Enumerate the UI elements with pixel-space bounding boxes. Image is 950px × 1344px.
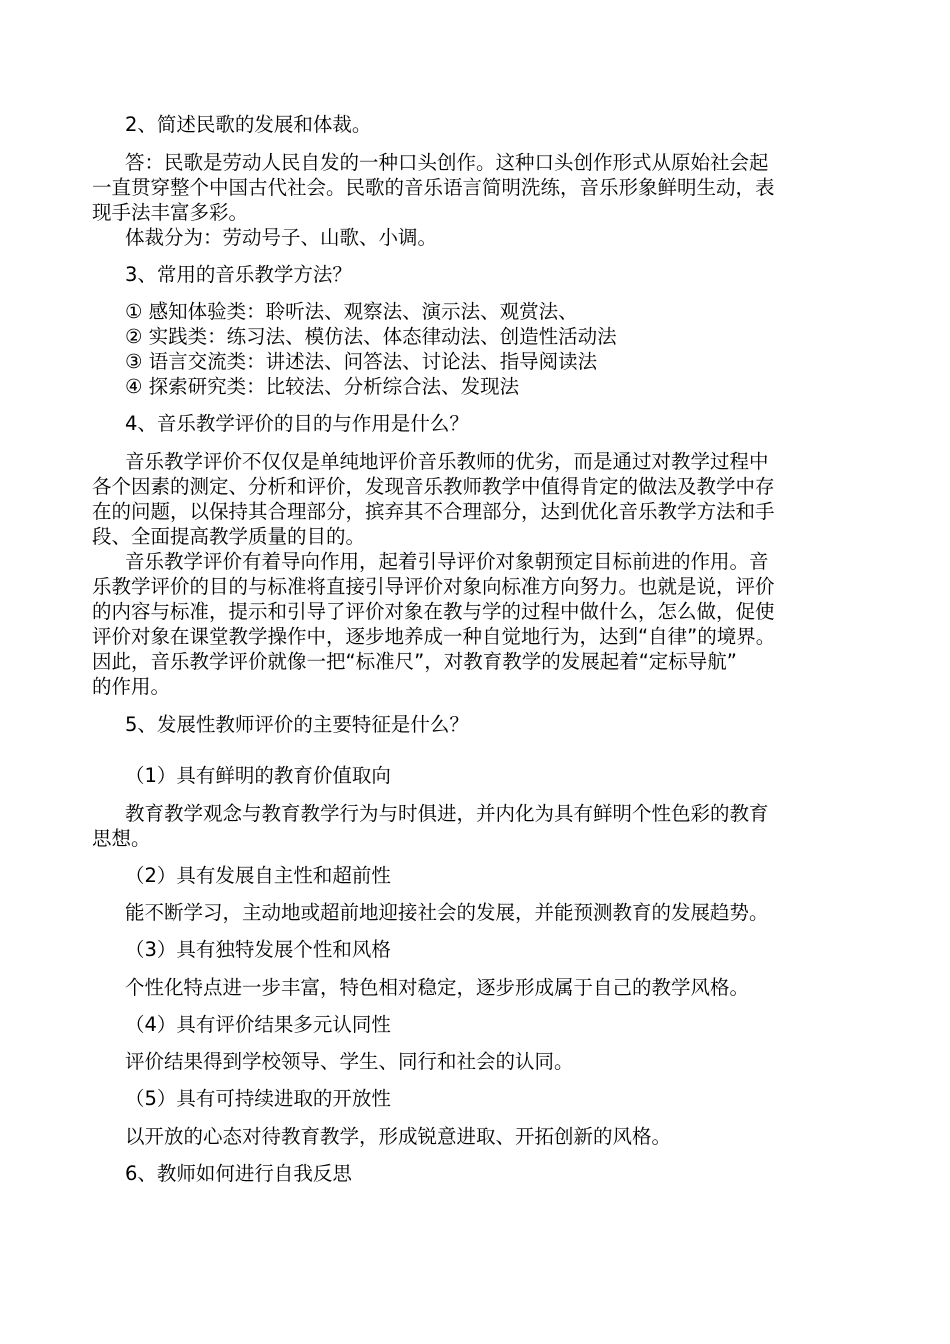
q4-paragraph-line: 音乐教学评价不仅仅是单纯地评价音乐教师的优劣，而是通过对教学过程中 [125,450,769,473]
q5-point-heading: （4）具有评价结果多元认同性 [125,1013,391,1036]
q5-title: 5、发展性教师评价的主要特征是什么？ [125,713,469,736]
q6-title: 6、教师如何进行自我反思 [125,1162,352,1185]
q2-answer-line: 现手法丰富多彩。 [92,201,249,224]
q5-point-heading: （5）具有可持续进取的开放性 [125,1087,391,1110]
q4-paragraph-line: 在的问题，以保持其合理部分，摈弃其不合理部分，达到优化音乐教学方法和手 [92,500,775,523]
q5-point-body: 教育教学观念与教育教学行为与时俱进，并内化为具有鲜明个性色彩的教育 [125,802,769,825]
q5-point-body: 思想。 [92,827,151,850]
q3-item: ④ 探索研究类：比较法、分析综合法、发现法 [125,375,520,398]
q4-paragraph-line: 段、全面提高教学质量的目的。 [92,525,366,548]
q5-point-body: 能不断学习，主动地或超前地迎接社会的发展，并能预测教育的发展趋势。 [125,901,769,924]
q5-point-body: 评价结果得到学校领导、学生、同行和社会的认同。 [125,1050,574,1073]
q2-answer-line: 答：民歌是劳动人民自发的一种口头创作。这种口头创作形式从原始社会起 [125,151,769,174]
q3-title: 3、常用的音乐教学方法？ [125,263,352,286]
q2-answer-line: 一直贯穿整个中国古代社会。民歌的音乐语言简明洗练，音乐形象鲜明生动，表 [92,176,775,199]
q5-point-heading: （2）具有发展自主性和超前性 [125,864,391,887]
q4-paragraph-line: 评价对象在课堂教学操作中，逐步地养成一种自觉地行为，达到“自律”的境界。 [92,625,776,648]
q5-point-body: 个性化特点进一步丰富，特色相对稳定，逐步形成属于自己的教学风格。 [125,976,750,999]
q4-paragraph-line: 音乐教学评价有着导向作用，起着引导评价对象朝预定目标前进的作用。音 [125,550,769,573]
q2-title: 2、简述民歌的发展和体裁。 [125,113,372,136]
q4-paragraph-line: 因此，音乐教学评价就像一把“标准尺”，对教育教学的发展起着“定标导航” [92,650,737,673]
q4-title: 4、音乐教学评价的目的与作用是什么？ [125,412,469,435]
q4-paragraph-line: 乐教学评价的目的与标准将直接引导评价对象向标准方向努力。也就是说，评价 [92,575,775,598]
q5-point-body: 以开放的心态对待教育教学，形成锐意进取、开拓创新的风格。 [125,1125,672,1148]
q3-item: ① 感知体验类：聆听法、观察法、演示法、观赏法、 [125,300,578,323]
q3-item: ③ 语言交流类：讲述法、问答法、讨论法、指导阅读法 [125,350,598,373]
q4-paragraph-line: 的内容与标准，提示和引导了评价对象在教与学的过程中做什么，怎么做，促使 [92,600,775,623]
q2-answer-line: 体裁分为：劳动号子、山歌、小调。 [125,226,438,249]
q3-item: ② 实践类：练习法、模仿法、体态律动法、创造性活动法 [125,325,617,348]
q5-point-heading: （3）具有独特发展个性和风格 [125,938,391,961]
q4-paragraph-line: 的作用。 [92,675,171,698]
q4-paragraph-line: 各个因素的测定、分析和评价，发现音乐教师教学中值得肯定的做法及教学中存 [92,475,775,498]
q5-point-heading: （1）具有鲜明的教育价值取向 [125,764,391,787]
